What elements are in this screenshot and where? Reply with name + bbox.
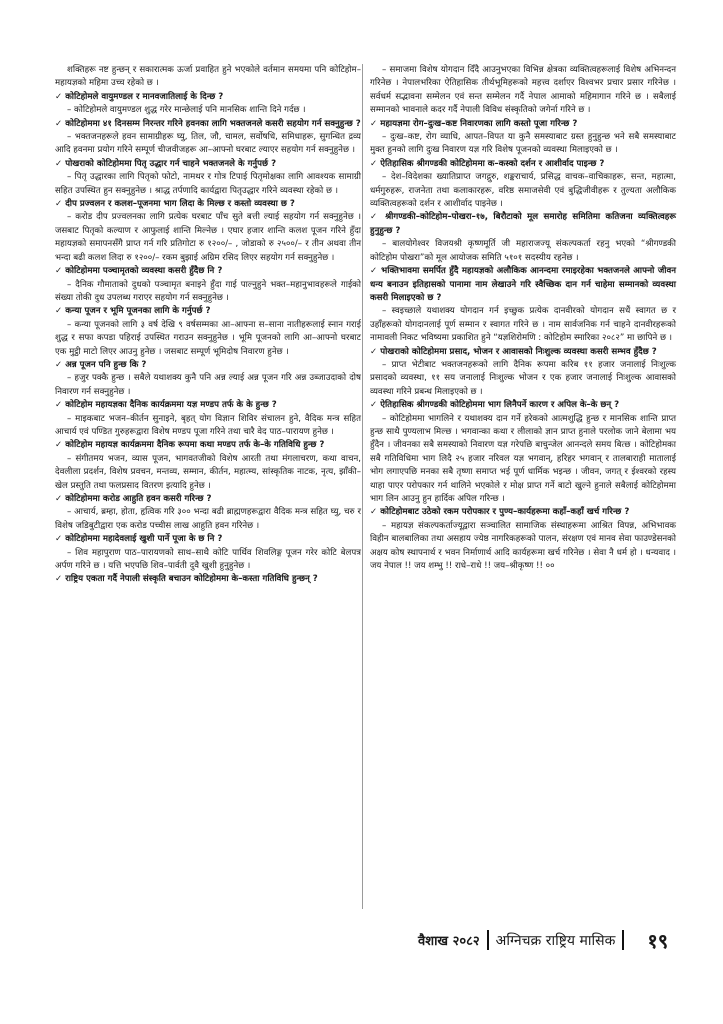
left-column	[55, 64, 361, 587]
question-heading: ✓ श्रीगण्डकी–कोटिहोम–पोखरा–१७, बिरौटाको मूल समारोह समितिमा कतिजना व्यक्तित्वहरू हुनुहुन्छ ?	[370, 212, 676, 236]
footer-divider	[622, 930, 624, 950]
answer-paragraph: – हजुर पक्कै हुन्छ । सबैले यथाशक्य कुनै पनि अन्न ल्याई अन्न पूजन गरि अन्न उब्जाउदाको दोष निवारण गर्न सक्नुहुनेछ ।	[55, 373, 361, 397]
question-heading: ✓ कोटिहोम महायज्ञ कार्यक्रममा दैनिक रूपमा कथा मण्डप तर्फ के–के गतिविधि हुन्छ ?	[55, 440, 325, 451]
question-heading: ✓ पोखराको कोटिहोममा प्रसाद, भोजन र आवासको निःशुल्क व्यवस्था कसरी सम्भव हुँदैछ ?	[370, 346, 657, 357]
question-heading: ✓ कन्या पूजन र भूमि पूजनका लागि के गर्नुपर्छ ?	[55, 306, 211, 317]
question-heading: ✓ कोटिहोममा महादेवलाई खुशी पार्ने पूजा के छ नि ?	[55, 534, 223, 545]
answer-paragraph: – करोड दीप प्रज्वलनका लागि प्रत्येक घरबाट पाँच सुते बत्ती ल्याई सहयोग गर्न सक्नुहुनेछ । जसबाट पितृको कल्याण र आफुलाई शान्ति मिल्नेछ । एघार हजार शान्ति कलश पूजन गरिने हुँदा महायज्ञको समापनसँगै प्राप्त गर्न गरि प्रतिगोटा रु १२००/– , जोडाको रु २५००/– र तीन अथवा तीन भन्दा बढी कलश लिदा रु १२००/– रकम बुझाई अग्रिम रसिद लिएर सहयोग गर्न सक्नुहुनेछ ।	[55, 212, 361, 263]
answer-paragraph: – बालयोगेश्वर विजयश्री कृष्णमूर्ति जी महाराजज्यू संकल्पकर्ता रहनु भएको “श्रीगण्डकी कोटिहोम पोखरा”को मूल आयोजक समिति ५१०१ सदस्यीय रहनेछ ।	[370, 239, 676, 263]
answer-paragraph: – भक्तजनहरूले हवन सामाग्रीहरू घ्यु, तिल, जौ, चामल, सर्वोषधि, समिधाहरू, सुगन्धित द्रव्य आदि हवनमा प्रयोग गरिने सम्पूर्ण चीजवीजहरू आ–आफ्नो घरबाट ल्याएर सहयोग गर्न सक्नुहुनेछ ।	[55, 132, 361, 156]
answer-paragraph: शक्तिहरू नष्ट हुन्छन् र सकारात्मक ऊर्जा प्रवाहित हुने भएकोले वर्तमान समयमा पनि कोटिहोम–महायज्ञको महिमा उच्च रहेको छ ।	[55, 65, 361, 89]
question-heading: ✓ कोटिहोम महायज्ञका दैनिक कार्यक्रममा यज्ञ मण्डप तर्फ के के हुन्छ ?	[55, 400, 277, 411]
answer-paragraph: – पितृ उद्धारका लागि पितृको फोटो, नामथर र गोत्र टिपाई पितृमोक्षका लागि आवश्यक सामाग्री सहित उपस्थित हुन सक्नुहुनेछ । श्राद्ध तर्पणादि कार्यद्वारा पितृउद्धार गरिने व्यवस्था रहेको छ ।	[55, 172, 361, 196]
magazine-title: अग्निचक्र राष्ट्रिय मासिक	[495, 932, 616, 949]
answer-paragraph: – कन्या पूजनको लागि ३ वर्ष देखि ९ वर्षसम्मका आ–आफ्ना स–साना नातीहरूलाई स्नान गराई शुद्ध र सफा कपडा पहिराई उपस्थित गराउन सक्नुहुनेछ । भूमि पूजनको लागि आ–आफ्नो घरबाट एक मुट्ठी माटो लिएर आउनु हुनेछ । जसबाट सम्पूर्ण भूमिदोष निवारण हुनेछ ।	[55, 319, 361, 357]
answer-paragraph: – कोटिहोमले वायुमण्डल शुद्ध गरेर मान्छेलाई पनि मानसिक शान्ति दिने गर्दछ ।	[67, 105, 306, 116]
question-heading: ✓ कोटिहोममा ४१ दिनसम्म निरन्तर गरिने हवनका लागि भक्तजनले कसरी सहयोग गर्न सक्नुहुन्छ ?	[55, 118, 361, 129]
answer-paragraph: – प्राप्त भेटीबाट भक्तजनहरूको लागि दैनिक रूपमा करिब ११ हजार जनालाई निःशुल्क प्रसादको व्यवस्था, ११ सय जनालाई निःशुल्क भोजन र एक हजार जनालाई निःशुल्क आवासको व्यवस्था गरिने प्रबन्ध मिलाइएको छ ।	[370, 359, 676, 397]
answer-paragraph: – स्वइच्छाले यथाशक्य योगदान गर्न इच्छुक प्रत्येक दानवीरको योगदान सधैं स्वागत छ र उहाँहरूको योगदानलाई पूर्ण सम्मान र स्वागत गरिने छ । नाम सार्वजनिक गर्न चाहने दानवीरहरूको नामावली निकट भविष्यमा प्रकाशित हुने “यज्ञशिरोमणि : कोटिहोम स्मारिका २०८२” मा छापिने छ ।	[370, 306, 676, 344]
answer-paragraph: – देश–विदेशका ख्यातिप्राप्त जगद्गुरु, शङ्कराचार्य, प्रसिद्ध वाचक–वाचिकाहरू, सन्त, महात्मा, धर्मगुरुहरू, राजनेता तथा कलाकारहरू, वरिष्ठ समाजसेवी एवं बुद्धिजीवीहरू र तुल्यता अलौकिक व्यक्तित्वहरूको दर्शन र आशीर्वाद पाइनेछ ।	[370, 172, 676, 210]
question-heading: ✓ कोटिहोममा करोड आहुति हवन कसरी गरिन्छ ?	[55, 494, 212, 504]
question-heading: ✓ राष्ट्रिय एकता गर्दै नेपाली संस्कृति बचाउन कोटिहोममा के–कस्ता गतिविधि हुन्छन् ?	[55, 574, 318, 585]
answer-paragraph: – शिव महापुराण पाठ–पारायणको साथ–साथै कोटि पार्थिव शिवलिङ्ग पूजन गरेर कोटि बेलपत्र अर्पण गरिने छ । यत्ति भएपछि शिव–पार्वती दुवै खुशी हुनुहुनेछ ।	[55, 547, 361, 572]
question-heading: ✓ भक्तिभावमा समर्पित हुँदै महायज्ञको अलौकिक आनन्दमा रमाइरहेका भक्तजनले आफ्नो जीवन धन्य बनाउन इतिहासको पानामा नाम लेखाउने गरि स्वैच्छिक दान गर्न चाहेमा सम्मानको व्यवस्था कसरी मिलाइएको छ ?	[370, 266, 676, 303]
answer-paragraph: – कोटिहोममा भागलिने र यथाशक्य दान गर्ने हरेकको आत्मशुद्धि हुन्छ र मानसिक शान्ति प्राप्त हुन्छ साथै पुण्यलाभ मिल्छ । भगवान्का कथा र लीलाको ज्ञान प्राप्त हुनाले परलोक जाने बेलामा भय हुँदैन । जीवनका सबै समस्याको निवारण यज्ञ गरेपछि बाचुन्जेल आनन्दले समय बित्छ । कोटिहोमका सबै गतिविधिमा भाग लिदै २५ हजार नरिवल यज्ञ भगवान्, हरिहर भगवान् र तालबाराही मातालाई भोग लगाएपछि मनका सबै तृष्णा समाप्त भई पूर्ण धार्मिक भइन्छ । जीवन, जगत् र ईश्वरको रहस्य थाहा पाएर परोपकार गर्न थालिने भएकोले र मोक्ष प्राप्त गर्ने बाटो खुल्ने हुनाले सबैलाई कोटिहोममा भाग लिन आउनु हुन हार्दिक अपिल गरिन्छ ।	[370, 413, 676, 504]
answer-paragraph: – दैनिक गौमाताको दुधको पञ्चामृत बनाइने हुँदा गाई पाल्नुहुने भक्त–महानुभावहरूले गाईको संख्या तोकी दुध उपलब्ध गराएर सहयोग गर्न सक्नुहुनेछ ।	[55, 279, 361, 303]
answer-paragraph: – दुःख–कष्ट, रोग व्याधि, आपत–विपत या कुनै समस्याबाट ग्रस्त हुनुहुन्छ भने सबै समस्याबाट मुक्त हुनको लागि दुःख निवारण यज्ञ गरि विशेष पूजनको व्यवस्था मिलाइएको छ ।	[370, 132, 676, 156]
right-column	[370, 64, 676, 573]
question-heading: ✓ कोटिहोमले वायुमण्डल र मानवजातिलाई के दिन्छ ?	[55, 91, 224, 102]
question-heading: ✓ महायज्ञमा रोग–दुःख–कष्ट निवारणका लागि कस्तो पूजा गरिन्छ ?	[370, 118, 578, 129]
page-footer	[418, 927, 688, 953]
answer-paragraph: – माइकबाट भजन–कीर्तन सुनाइने, बृहत् योग विज्ञान शिविर संचालन हुने, वैदिक मन्त्र सहित आचार्य एवं पण्डित गुरुहरूद्वारा विशेष मण्डप पूजा गरिने तथा चारै वेद पाठ–पारायण हुनेछ ।	[55, 413, 361, 437]
answer-paragraph: – संगीतमय भजन, व्यास पूजन, भागवतजीको विशेष आरती तथा मंगलाचरण, कथा वाचन, देवलीला प्रदर्शन, विशेष प्रवचन, मन्तव्य, सम्मान, कीर्तन, महात्म्य, सांस्कृतिक नाटक, नृत्य, झाँकी–खेल प्रस्तुति तथा फलप्रसाद वितरण इत्यादि हुनेछ ।	[55, 453, 361, 491]
column-divider	[362, 64, 363, 909]
question-heading: ✓ पोखराको कोटिहोममा पितृ उद्धार गर्न चाहने भक्तजनले के गर्नुपर्छ ?	[55, 158, 277, 169]
issue-date: वैशाख २०८२	[418, 934, 480, 949]
answer-paragraph: – महायज्ञ संकल्पकर्ताज्यूद्वारा सञ्चालित सामाजिक संस्थाहरूमा आश्रित विपन्न, अभिभावक विहीन बालबालिका तथा असहाय ज्येष्ठ नागरिकहरूको पालन, संरक्षण एवं मानव सेवा फाउण्डेसनको अक्षय कोष स्थापनार्थ र भवन निर्माणार्थ आदि कार्यहरूमा खर्च गरिनेछ । सेवा नै धर्म हो । धन्यवाद । जय नेपाल !! जय शम्भु !! राधे–राधे !! जय–श्रीकृष्ण !! ००	[370, 520, 676, 572]
question-heading: ✓ ऐतिहासिक श्रीगण्डकी कोटिहोममा भाग लिनैपर्ने कारण र अपिल के–के छन् ?	[370, 400, 620, 411]
question-heading: ✓ कोटिहोमबाट उठेको रकम परोपकार र पुण्य–कार्यहरूमा कहाँ–कहाँ खर्च गरिन्छ ?	[370, 507, 630, 518]
answer-paragraph: – समाजमा विशेष योगदान दिँदै आउनुभएका विभिन्न क्षेत्रका व्यक्तित्वहरूलाई विशेष अभिनन्दन गरिनेछ । नेपालभरिका ऐतिहासिक तीर्थभूमिहरूको महत्त्व दर्शाएर विश्वभर प्रचार प्रसार गरिनेछ । सर्वधर्म सद्भावना सम्मेलन एवं सन्त सम्मेलन गर्दै नेपाल आमाको महिमागान गरिने छ । सबैलाई सम्मानको भावनाले कदर गर्दै नेपाली विविध संस्कृतिको जगेर्ना गरिने छ ।	[370, 65, 676, 116]
question-heading: ✓ ऐतिहासिक श्रीगण्डकी कोटिहोममा क–कस्को दर्शन र आशीर्वाद पाइन्छ ?	[370, 158, 605, 169]
page-number: १९	[647, 928, 669, 953]
footer-divider	[487, 930, 489, 950]
question-heading: ✓ दीप प्रज्वलन र कलश–पूजनमा भाग लिदा के मिल्छ र कस्तो व्यवस्था छ ?	[55, 199, 295, 210]
question-heading: ✓ कोटिहोममा पञ्चामृतको व्यवस्था कसरी हुँदैछ नि ?	[55, 266, 223, 277]
question-heading: ✓ अन्न पूजन पनि हुन्छ कि ?	[55, 359, 147, 370]
answer-paragraph: – आचार्य, ब्रम्हा, होता, हृत्विक गरि ३०० भन्दा बढी ब्राह्मणहरूद्वारा वैदिक मन्त्र सहित घ्यु, चरु र विशेष जडिबुटीद्वारा एक करोड पच्चीस लाख आहुति हवन गरिनेछ ।	[55, 507, 361, 531]
